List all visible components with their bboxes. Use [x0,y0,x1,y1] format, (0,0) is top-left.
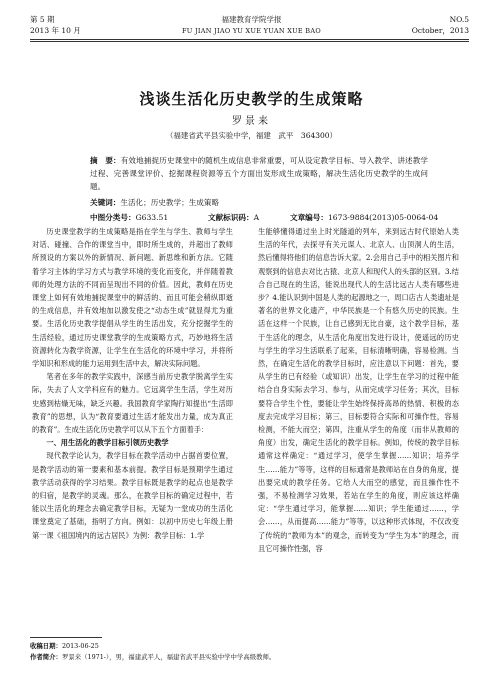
body-column-left [32,225,233,542]
abstract [90,154,428,193]
paragraph: 历史课堂教学的生成策略是指在学生与学生、教师与学生对话、碰撞、合作的课堂当中，即时所生成的，并超出了教师所预设的方案以外的新情况、新问题、新思维和新方法。它随着学习主体的学习方式与教学环境的变化而变化，并伴随着教师的处理方法的不同而呈现出不同的价值。因此，教师在历史课堂上如何有效地捕捉课堂中的鲜活的、而且可能会稍纵即逝的生成信息，并有效地加以激发使之“动态生成”就显得尤为重要。生活化历史教学提倡从学生的生活出发，充分挖掘学生的生活经验，通过历史课堂教学的生成策略方式，巧妙地将生活资源转化为教学资源，让学生在生活化的环境中学习，并将所学知识和形成的能力运用到生活中去，解决实际问题。 [32,227,233,369]
article-title: 浅谈生活化历史教学的生成策略 [139,90,364,108]
keywords-label: 关键词： [90,198,121,207]
body-column-right [258,225,459,555]
header-rule [30,39,469,40]
abstract-label: 摘 要： [90,156,121,165]
header-issue-cn: 第 5 期 [30,15,55,24]
header-journal-cn: 福建教育学院学报 [221,15,282,24]
article-author: 罗景来 [232,116,271,127]
article-number: 文章编号：1673-9884(2013)05-0064-04 [290,213,439,222]
header-rule-thin [30,41,469,42]
abstract-text: 有效地捕捉历史课堂中的随机生成信息非常重要，可从设定教学目标、导入教学、讲述教学过程、完善课堂评价、挖掘课程资源等五个方面出发形成生成策略，解决生活化历史教学的生成问题。 [90,156,429,191]
paragraph: 笔者在多年的教学实践中，深感当前历史教学脱离学生实际，失去了人文学科应有的魅力。它远离学生生活，学生对历史感到枯燥无味，缺乏兴趣。我国教育学家陶行知提出“生活即教育”的思想，认为“教育要通过生活才能发出力量，成为真正的教育”。生成生活化历史教学可以从下五个方面着手： [32,372,233,435]
clc-number: 中图分类号：G633.51 [90,213,169,222]
header-issue-en: NO.5 [449,15,469,24]
paragraph: 现代教学论认为，教学目标在教学活动中占据首要位置，是教学活动的第一要素和基本前提。教学目标是预期学生通过教学活动获得的学习结果。教学目标既是教学的起点也是教学的归宿，是教学的灵魂。那么，在教学目标的确定过程中，若能以生活化的理念去确定教学目标，无疑为一堂成功的生活化课堂奠定了基础，指明了方向。例如：以初中历史七年级上册第一课《祖国境内的远古居民》为例：教学目标：1.学 [32,451,233,540]
keywords [90,197,219,208]
paragraph: 生能够懂得通过坐上时光隧道的列车，来到远古时代原始人类生活的年代，去探寻有关元谋人、北京人、山顶洞人的生活，然后懂得将他们的信息告诉大家。2.会用自己手中的相关图片和观察到的信息去对比古猿、北京人和现代人的头部的区别。3.结合自己现在的生活，能说出现代人的生活比远古人类有哪些进步？4.能认识到中国是人类的起源地之一，周口店古人类遗址是著名的世界文化遗产，中华民族是一个有悠久历史的民族。生活在这样一个民族，让自己感到无比自豪，这个教学目标，基于生活化的理念，从生活化角度出发进行设计，使遥远的历史与学生的学习生活联系了起来，目标清晰明确，容易检测。当然，在确定生活化的教学目标时，应注意以下问题：首先，要从学生的已有经验（或知识）出发，让学生在学习的过程中能结合自身实际去学习、参与，从而完成学习任务；其次，目标要符合学生个性，要能让学生始终保持高昂的热情、积极的态度去完成学习目标；第三，目标要符合实际和可操作性，容易检测，不能大而空；第四，注重从学生的角度（而非从教师的角度）出发，确定生活化的教学目标。例如，传统的教学目标通常这样确定：“通过学习，使学生掌握……知识；培养学生……能力”等等，这样的目标通常是教师站在自身的角度，提出要完成的教学任务。它给人大而空的感觉，而且操作性不强，不易检测学习效果，若站在学生的角度，则应该这样确定：“学生通过学习，能掌握……知识；学生能通过……，学会……，从而提高……能力”等等，以这种形式体现，不仅改变了传统的“教师为本”的观念，而转变为“学生为本”的理念，而且它可操作性强，容 [258,227,459,553]
article-affiliation: （福建省武平县实验中学，福建 武平 364300） [165,131,338,140]
footnote-rule [30,637,102,638]
section-heading: 一、用生活化的教学目标引领历史教学 [46,438,169,448]
header-journal-en: FU JIAN JIAO YU XUE YUAN XUE BAO [181,27,322,35]
header-date-en: October，2013 [411,26,469,35]
keywords-text: 生活化；历史教学；生成策略 [120,198,220,207]
header-date-cn: 2013 年 10 月 [30,26,81,35]
document-code: 文献标识码：A [208,213,260,222]
footnote-received: 收稿日期：2013-06-25 [30,642,99,650]
footnote-author-bio: 作者简介：罗景来（1971-），男，福建武平人，福建省武平县实验中学中学高级教师。 [30,653,276,661]
